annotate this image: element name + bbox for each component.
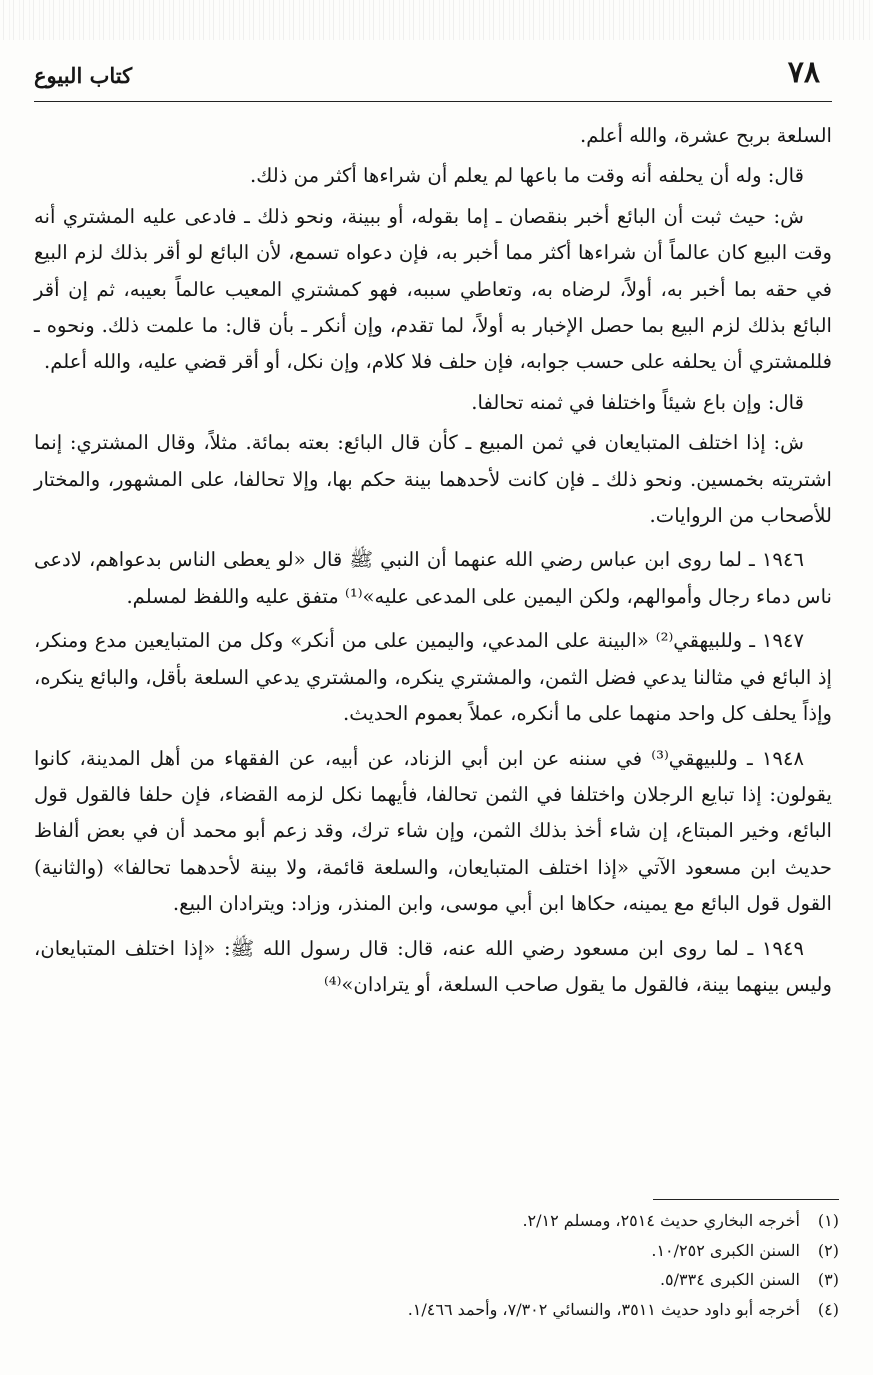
footnote-text: أخرجه أبو داود حديث ٣٥١١، والنسائي ٧/٣٠٢، وأحمد ١/٤٦٦.: [407, 1299, 800, 1319]
footnote-item: [41, 1236, 839, 1266]
main-text: [34, 118, 832, 1007]
paragraph-qala-2: قال: وإن باع شيئاً واختلفا في ثمنه تحالفا.: [471, 390, 804, 414]
scan-edge-noise: [0, 0, 873, 40]
paragraph-continuation: السلعة بربح عشرة، والله أعلم.: [580, 124, 832, 147]
paragraph-hadith-1947: ١٩٤٧ ـ وللبيهقي⁽²⁾ «البينة على المدعي، واليمين على من أنكر» وكل من المتبايعين مدع ومنكر، إذ البائع في مثالنا يدعي فضل الثمن، والمشتري ينكره، والمشتري يدعي السلعة بأقل، والبائع ينكره، وإذاً يحلف كل واحد منهما على ما أنكره، عملاً بعموم الحديث.: [34, 629, 832, 726]
footnote-text: أخرجه البخاري حديث ٢٥١٤، ومسلم ٢/١٢.: [522, 1211, 800, 1230]
paragraph-qala-1: قال: وله أن يحلفه أنه وقت ما باعها لم يعلم أن شراءها أكثر من ذلك.: [249, 164, 804, 188]
footnote-text: السنن الكبرى ١٠/٢٥٢.: [651, 1240, 800, 1260]
footnote-text: السنن الكبرى ٥/٣٣٤.: [659, 1270, 800, 1289]
page-number: ٧٨: [787, 55, 820, 90]
footnotes: [41, 1206, 839, 1324]
paragraph-hadith-1949: ١٩٤٩ ـ لما روى ابن مسعود رضي الله عنه، قال: قال رسول الله ﷺ: «إذا اختلف المتبايعان، وليس بينهما بينة، فالقول ما يقول صاحب السلعة، أو يترادان»⁽⁴⁾: [34, 936, 832, 996]
footnote-number: (١): [817, 1211, 839, 1230]
paragraph-hadith-1946: ١٩٤٦ ـ لما روى ابن عباس رضي الله عنهما أن النبي ﷺ قال «لو يعطى الناس بدعواهم، لادعى ناس دماء رجال وأموالهم، ولكن اليمين على المدعى عليه»⁽¹⁾ متفق عليه واللفظ لمسلم.: [34, 548, 832, 608]
paragraph-sharh-1: ش: حيث ثبت أن البائع أخبر بنقصان ـ إما بقوله، أو ببينة، ونحو ذلك ـ فادعى عليه المشتري أنه وقت البيع كان عالماً أن شراءها أكثر مما أخبر به، فإن دعواه تسمع، لأن البائع لو أقر بذلك لزم البيع في حقه بما أخبر به، أولاً، لرضاه به، وتعاطي سببه، فهو كمشتري المعيب عالماً بعيبه، ثم إن أقر البائع بذلك لزم البيع بما حصل الإخبار به أولاً، لما تقدم، وإن أنكر ـ بأن قال: ما علمت ذلك. ونحوه ـ فللمشتري أن يحلفه على حسب جوابه، فإن حلف فلا كلام، وإن نكل، أو أقر قضي عليه، والله أعلم.: [34, 204, 832, 374]
footnote-number: (٣): [817, 1270, 839, 1289]
book-title: كتاب البيوع: [34, 63, 133, 88]
footnote-number: (٢): [817, 1240, 839, 1260]
footnote-item: [41, 1265, 839, 1295]
page-header: [34, 55, 832, 102]
footnote-separator: [653, 1199, 839, 1200]
paragraph-hadith-1948: ١٩٤٨ ـ وللبيهقي⁽³⁾ في سننه عن ابن أبي الزناد، عن أبيه، عن الفقهاء من أهل المدينة، كانوا يقولون: إذا تبايع الرجلان واختلفا في الثمن تحالفا، فأيهما نكل لزمه القضاء، فإن حلفا فالقول قول البائع، وخير المبتاع، إن شاء أخذ بذلك الثمن، وإن شاء ترك، وقد زعم أبو محمد أن في بعض ألفاظ حديث ابن مسعود الآتي «إذا اختلف المتبايعان، والسلعة قائمة، ولا بينة لأحدهما تحالفا» (والثانية) القول قول البائع مع يمينه، حكاها ابن أبي موسى، وابن المنذر، وزاد: ويترادان البيع.: [34, 746, 832, 916]
footnote-item: [41, 1206, 839, 1236]
paragraph-sharh-2: ش: إذا اختلف المتبايعان في ثمن المبيع ـ كأن قال البائع: بعته بمائة. مثلاً، وقال المشتري: إنما اشتريته بخمسين. ونحو ذلك ـ فإن كانت لأحدهما بينة حكم بها، وإلا تحالفا، على المشهور، والمختار للأصحاب من الروايات.: [34, 431, 832, 528]
footnote-item: [41, 1295, 839, 1325]
footnote-number: (٤): [817, 1299, 839, 1319]
